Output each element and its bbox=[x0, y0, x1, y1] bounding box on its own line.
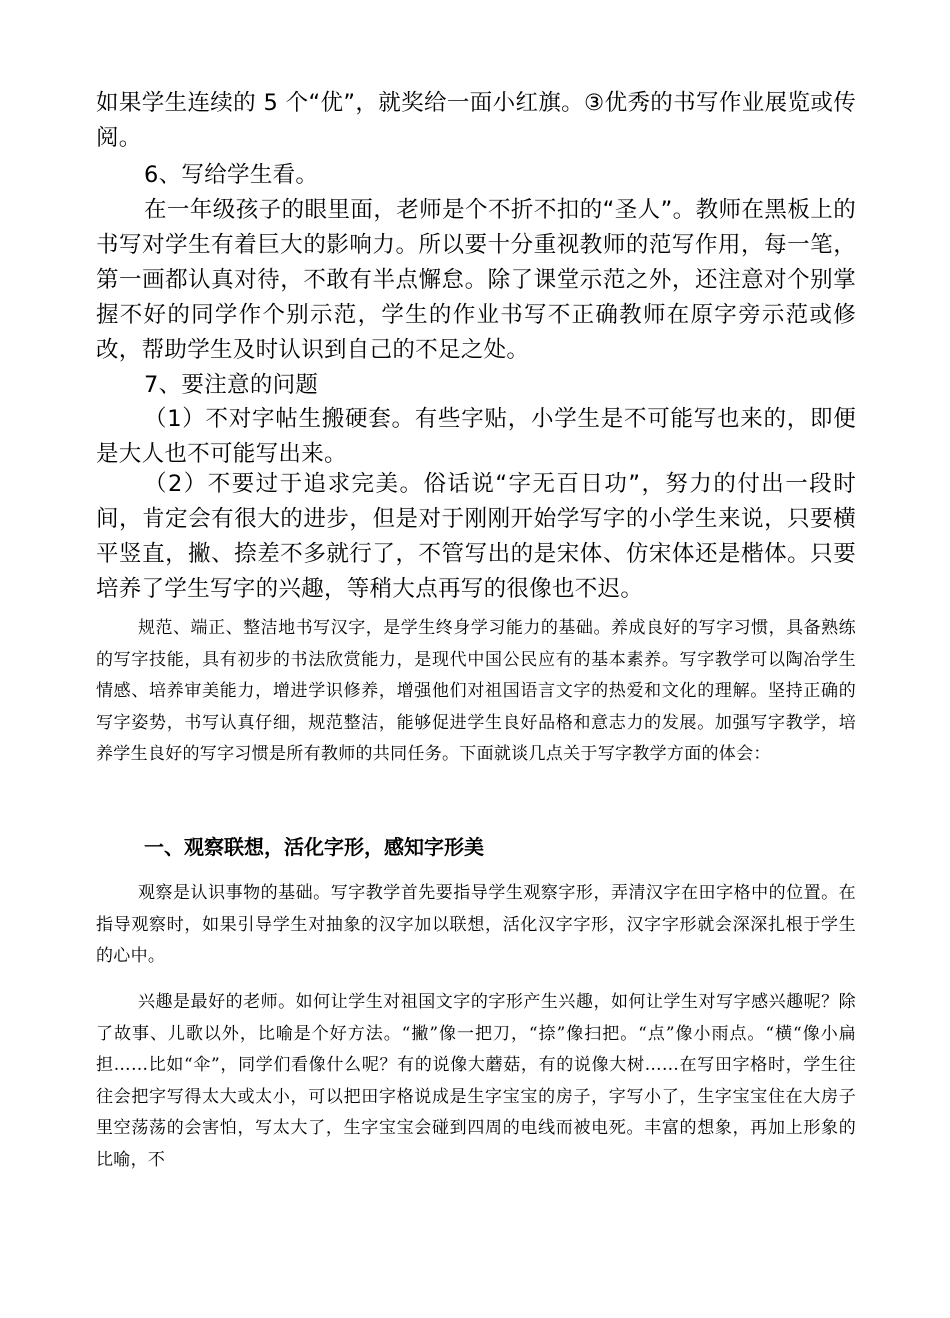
heading-notes: 7、要注意的问题 bbox=[144, 372, 319, 398]
paragraph-intro: 规范、端正、整洁地书写汉字，是学生终身学习能力的基础。养成良好的写字习惯，具备熟练的写字技能，具有初步的书法欣赏能力，是现代中国公民应有的基本素养。写字教学可以陶冶学生情感、培养审美能力，增进学识修养，增强他们对祖国语言文字的热爱和文化的理解。坚持正确的写字姿势，书写认真仔细，规范整洁，能够促进学生良好品格和意志力的发展。加强写字教学，培养学生良好的写字习惯是所有教师的共同任务。下面就谈几点关于写字教学方面的体会： bbox=[96, 618, 856, 764]
paragraph-teacher-model: 在一年级孩子的眼里面，老师是个不折不扣的“圣人”。教师在黑板上的书写对学生有着巨大的影响力。所以要十分重视教师的范写作用，每一笔，第一画都认真对待，不敢有半点懈怠。除了课堂示范之外，还注意对个别掌握不好的同学作个别示范，学生的作业书写不正确教师在原字旁示范或修改，帮助学生及时认识到自己的不足之处。 bbox=[96, 197, 856, 363]
paragraph-note-1: （1）不对字帖生搬硬套。有些字贴，小学生是不可能写也来的，即便是大人也不可能写出来。 bbox=[96, 406, 856, 467]
paragraph-interest: 兴趣是最好的老师。如何让学生对祖国文字的字形产生兴趣，如何让学生对写字感兴趣呢？除了故事、儿歌以外，比喻是个好方法。“撇”像一把刀，“捺”像扫把。“点”像小雨点。“横“像小扁担……比如“伞”，同学们看像什么呢？有的说像大蘑菇，有的说像大树……在写田字格时，学生往往会把字写得太大或太小，可以把田字格说成是生字宝宝的房子，字写小了，生字宝宝住在大房子里空荡荡的会害怕，写太大了，生字宝宝会碰到四周的电线而被电死。丰富的想象，再加上形象的比喻，不 bbox=[96, 992, 856, 1170]
paragraph-note-2: （2）不要过于追求完美。俗话说“字无百日功”，努力的付出一段时间，肯定会有很大的进步，但是对于刚刚开始学写字的小学生来说，只要横平竖直，撇、捺差不多就行了，不管写出的是宋体、仿宋体还是楷体。只要培养了学生写字的兴趣，等稍大点再写的很像也不迟。 bbox=[96, 471, 856, 602]
heading-write-for-students: 6、写给学生看。 bbox=[144, 162, 319, 188]
section-heading-1: 一、观察联想，活化字形，感知字形美 bbox=[144, 835, 484, 859]
paragraph-observation: 观察是认识事物的基础。写字教学首先要指导学生观察字形，弄清汉字在田字格中的位置。在指导观察时，如果引导学生对抽象的汉字加以联想，活化汉字字形，汉字字形就会深深扎根于学生的心中。 bbox=[96, 883, 856, 966]
paragraph-reward-flag: 如果学生连续的 5 个“优”，就奖给一面小红旗。③优秀的书写作业展览或传阅。 bbox=[96, 90, 856, 151]
